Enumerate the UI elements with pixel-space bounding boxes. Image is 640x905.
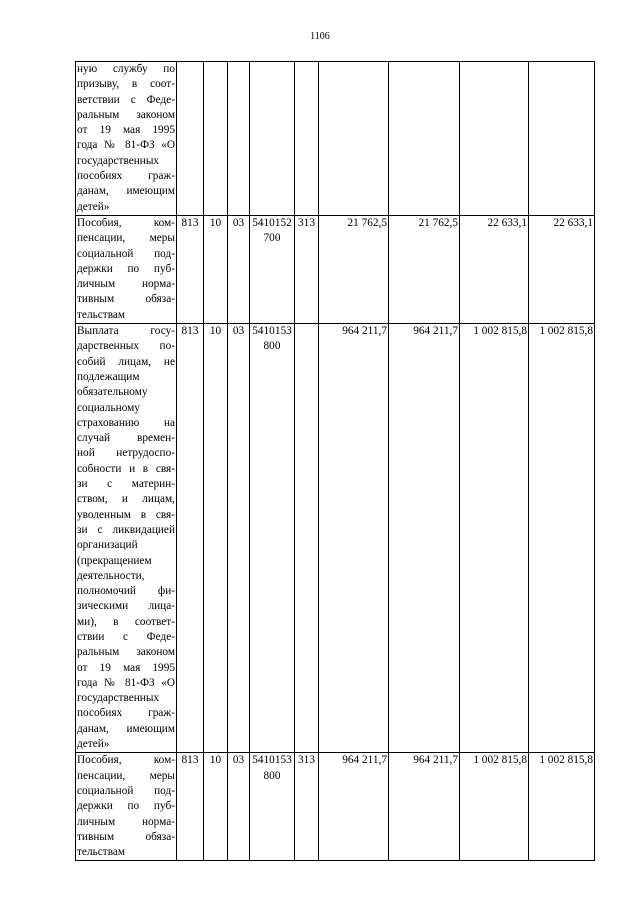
- section-code-cell: 10: [204, 753, 228, 861]
- description-line: зи с материн-: [77, 478, 175, 491]
- description-line: социальной под-: [77, 784, 175, 797]
- description-line: Пособия, ком-: [77, 754, 175, 767]
- description-line: ной нетрудоспо-: [77, 447, 175, 460]
- description-line: случай времен-: [77, 432, 175, 445]
- subsection-code-cell: 03: [228, 215, 250, 323]
- description-line: личным норма-: [77, 278, 175, 291]
- amount-cell-3: 1 002 815,8: [460, 324, 529, 753]
- description-line: подлежащим: [77, 370, 140, 383]
- description-line: года № 81-ФЗ «О: [77, 139, 175, 152]
- table-row: [76, 324, 595, 753]
- amount-cell-4: 1 002 815,8: [529, 753, 595, 861]
- description-line: пособиях граж-: [77, 170, 175, 183]
- description-line: собий лицам, не: [77, 355, 175, 368]
- expense-type-cell: [295, 324, 319, 753]
- amount-cell-2: 964 211,7: [389, 753, 460, 861]
- description-line: тивным обяза-: [77, 293, 175, 306]
- description-line: государственных: [77, 692, 160, 705]
- table-row: [76, 215, 595, 323]
- description-line: от 19 мая 1995: [77, 661, 175, 674]
- description-cell: [76, 324, 177, 753]
- description-line: собности и в свя-: [77, 462, 175, 475]
- description-line: зи с ликвидацией: [77, 523, 175, 536]
- subsection-code-cell: [228, 62, 250, 216]
- description-line: данам, имеющим: [77, 722, 175, 735]
- description-line: ральным законом: [77, 108, 175, 121]
- description-line: ствии с Феде-: [77, 630, 175, 643]
- description-line: тельствам: [77, 308, 126, 321]
- description-line: от 19 мая 1995: [77, 124, 175, 137]
- description-line: года № 81-ФЗ «О: [77, 676, 175, 689]
- expense-type-cell: 313: [295, 753, 319, 861]
- subsection-code-cell: 03: [228, 324, 250, 753]
- amount-cell-3: 22 633,1: [460, 215, 529, 323]
- target-article-cell: 5410152700: [250, 215, 295, 323]
- description-line: ральным законом: [77, 646, 175, 659]
- section-code-cell: [204, 62, 228, 216]
- description-line: тельствам: [77, 846, 126, 859]
- amount-cell-1: 964 211,7: [319, 753, 389, 861]
- section-code-cell: 10: [204, 215, 228, 323]
- table-row: [76, 753, 595, 861]
- amount-cell-3: 1 002 815,8: [460, 753, 529, 861]
- description-line: ством, и лицам,: [77, 493, 175, 506]
- target-article-cell: [250, 62, 295, 216]
- expense-type-cell: 313: [295, 215, 319, 323]
- description-line: держки по пуб-: [77, 262, 175, 275]
- description-line: социальной под-: [77, 247, 175, 260]
- amount-cell-2: 21 762,5: [389, 215, 460, 323]
- description-line: держки по пуб-: [77, 800, 175, 813]
- description-line: личным норма-: [77, 815, 175, 828]
- amount-cell-2: [389, 62, 460, 216]
- description-line: обязательному: [77, 386, 148, 399]
- description-line: Выплата госу-: [77, 325, 175, 338]
- description-line: детей»: [77, 200, 110, 213]
- amount-cell-1: 964 211,7: [319, 324, 389, 753]
- description-line: ми), в соответ-: [77, 615, 175, 628]
- description-line: ную службу по: [77, 63, 175, 75]
- target-article-cell: 5410153800: [250, 753, 295, 861]
- description-line: государственных: [77, 154, 160, 167]
- description-line: детей»: [77, 738, 110, 751]
- description-line: (прекращением: [77, 554, 152, 567]
- amount-cell-4: 1 002 815,8: [529, 324, 595, 753]
- description-line: дарственных по-: [77, 340, 175, 353]
- section-code-cell: 10: [204, 324, 228, 753]
- expense-type-cell: [295, 62, 319, 216]
- amount-cell-1: [319, 62, 389, 216]
- ministry-code-cell: 813: [177, 215, 204, 323]
- description-line: деятельности,: [77, 569, 145, 582]
- amount-cell-1: 21 762,5: [319, 215, 389, 323]
- description-line: призыву, в соот-: [77, 78, 175, 91]
- budget-table: [75, 61, 595, 861]
- description-line: страхованию на: [77, 416, 175, 429]
- description-cell: [76, 215, 177, 323]
- description-line: уволенным в свя-: [77, 508, 175, 521]
- description-line: зическими лица-: [77, 600, 175, 613]
- description-line: пособиях граж-: [77, 707, 175, 720]
- amount-cell-2: 964 211,7: [389, 324, 460, 753]
- ministry-code-cell: [177, 62, 204, 216]
- ministry-code-cell: 813: [177, 753, 204, 861]
- description-line: полномочий фи-: [77, 585, 175, 598]
- description-line: ветствии с Феде-: [77, 93, 175, 106]
- description-line: пенсации, меры: [77, 232, 175, 245]
- subsection-code-cell: 03: [228, 753, 250, 861]
- amount-cell-4: 22 633,1: [529, 215, 595, 323]
- table-row: [76, 62, 595, 216]
- ministry-code-cell: 813: [177, 324, 204, 753]
- amount-cell-4: [529, 62, 595, 216]
- amount-cell-3: [460, 62, 529, 216]
- description-line: Пособия, ком-: [77, 216, 175, 229]
- description-line: социальному: [77, 401, 140, 414]
- description-line: пенсации, меры: [77, 769, 175, 782]
- page-number: 1106: [310, 31, 330, 42]
- description-cell: [76, 753, 177, 861]
- description-cell: [76, 62, 177, 216]
- description-line: данам, имеющим: [77, 185, 175, 198]
- description-line: организаций: [77, 539, 138, 552]
- description-line: тивным обяза-: [77, 830, 175, 843]
- target-article-cell: 5410153800: [250, 324, 295, 753]
